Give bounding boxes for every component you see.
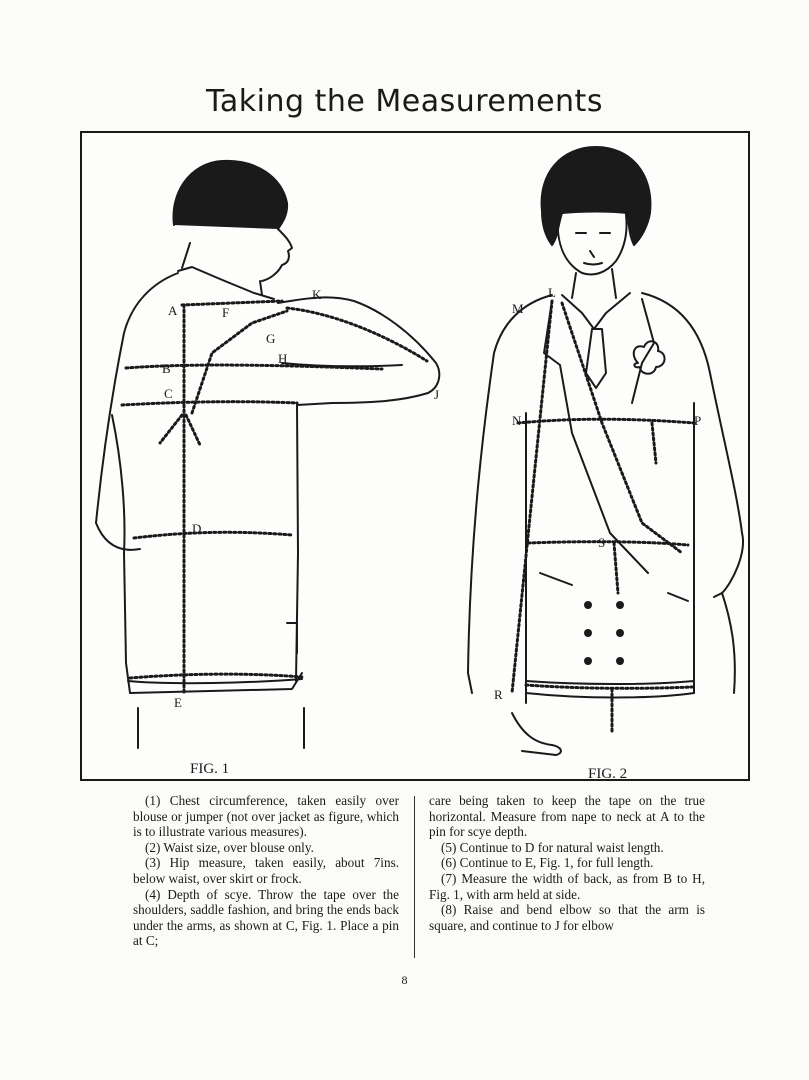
- paragraph: (1) Chest circumference, taken easily over blouse or jumper (not over jacket as figure, which is to illustrate various measures).: [133, 793, 399, 840]
- text-column-left: [133, 793, 399, 949]
- fig2-label-r: R: [494, 687, 503, 702]
- paragraph: care being taken to keep the tape on the true horizontal. Measure from nape to neck at A to the pin for scye depth.: [429, 793, 705, 840]
- fig2-caption: FIG. 2: [588, 766, 628, 779]
- figure-1-back-view: [96, 161, 439, 748]
- figure-2-front-view: [468, 147, 743, 755]
- paragraph: (5) Continue to D for natural waist length.: [441, 839, 664, 855]
- fig1-label-e: E: [174, 695, 182, 710]
- illustration-frame: [80, 131, 750, 781]
- fig2-label-l: L: [548, 285, 556, 300]
- fig1-label-c: C: [164, 386, 173, 401]
- fig1-label-g: G: [266, 331, 276, 346]
- paragraph: (3) Hip measure, taken easily, about 7ins. below waist, over skirt or frock.: [133, 855, 399, 886]
- fashion-illustration: [82, 133, 748, 779]
- paragraph: (2) Waist size, over blouse only.: [145, 839, 314, 855]
- fig1-label-j: J: [434, 387, 440, 402]
- text-column-right: [429, 793, 705, 933]
- fig2-label-p: P: [694, 413, 702, 428]
- fig1-caption: FIG. 1: [190, 761, 230, 777]
- paragraph: (7) Measure the width of back, as from B to H, Fig. 1, with arm held at side.: [429, 870, 705, 902]
- fig1-label-k: K: [312, 287, 322, 302]
- fig2-label-s: S: [598, 535, 606, 550]
- paragraph: (6) Continue to E, Fig. 1, for full length.: [441, 855, 654, 871]
- paragraph: (4) Depth of scye. Throw the tape over the shoulders, saddle fashion, and bring the ends back under the arms, as shown at C, Fig. 1. Place a pin at C;: [133, 886, 399, 949]
- fig1-label-h: H: [278, 351, 288, 366]
- fig1-label-d: D: [192, 521, 202, 536]
- column-divider: [414, 796, 415, 958]
- fig1-label-a: A: [168, 303, 178, 318]
- fig1-label-b: B: [162, 361, 171, 376]
- fig2-label-m: M: [512, 301, 524, 316]
- page-number: 8: [401, 973, 408, 987]
- page-title: Taking the Measurements: [206, 84, 603, 119]
- fig1-label-f: F: [222, 305, 230, 320]
- fig2-label-n: N: [512, 413, 522, 428]
- paragraph: (8) Raise and bend elbow so that the arm is square, and continue to J for elbow: [429, 902, 705, 933]
